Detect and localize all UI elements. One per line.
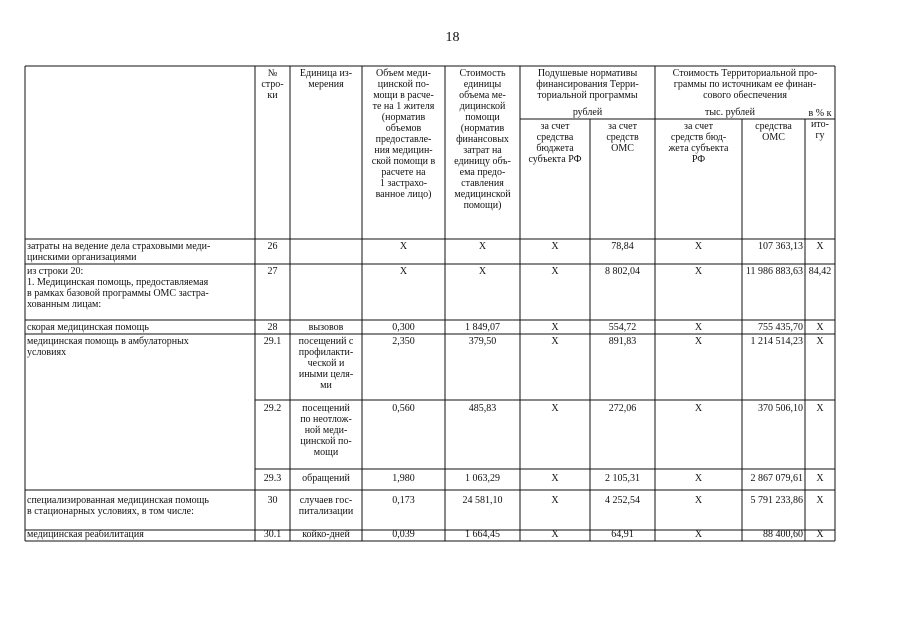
row-27-tp-budget: Х [694,266,703,277]
row-27-volume: Х [399,266,408,277]
row-29-1-pc-oms: 891,83 [608,336,637,347]
row-29-2-volume: 0,560 [392,403,415,414]
header-tp-oms: средства ОМС [755,121,792,143]
row-30-1-tp-percent: Х [816,530,824,540]
header-thousand-rubles: тыс. рублей [705,107,755,118]
row-30-1-pc-budget: Х [551,530,559,540]
row-29-3-volume: 1,980 [392,473,415,484]
row-28-volume: 0,300 [392,322,415,333]
row-30-1-number: 30.1 [263,530,282,540]
row-29-1-number: 29.1 [263,336,282,347]
row-29-1-tp-budget: Х [694,336,703,347]
row-26-tp-percent: Х [816,241,824,252]
row-30-unit: случаев гос- питализации [298,495,354,517]
header-tp-percent: в % к ито- гу [808,108,832,141]
row-27-pc-oms: 8 802,04 [605,266,640,277]
row-27-cost: Х [478,266,487,277]
row-26-tp-oms: 107 363,13 [758,241,803,252]
row-30-1-cost: 1 664,45 [465,530,500,540]
header-unit: Единица из- мерения [299,68,353,90]
row-27-name: из строки 20: 1. Медицинская помощь, предоставляемая в рамках базовой программы ОМС застра- хованным лицам: [27,266,209,310]
row-29-2-pc-budget: Х [551,403,559,414]
row-30-number: 30 [267,495,278,506]
row-28-unit: вызовов [308,322,344,333]
row-26-tp-budget: Х [694,241,703,252]
header-pc-budget: за счет средства бюджета субъекта РФ [528,121,582,165]
header-rubles: рублей [572,107,603,118]
row-30-pc-budget: Х [551,495,559,506]
row-30-1-name: медицинская реабилитация [27,530,144,540]
row-29-2-cost: 485,83 [468,403,497,414]
row-30-pc-oms: 4 252,54 [605,495,640,506]
row-29-2-tp-budget: Х [694,403,703,414]
row-29-3-tp-percent: Х [816,473,824,484]
row-27-number: 27 [267,266,278,277]
page-number: 18 [445,30,460,45]
row-29-1-volume: 2,350 [392,336,415,347]
header-tp-budget: за счет средств бюд- жета субъекта РФ [668,121,729,165]
row-29-1-tp-oms: 1 214 514,23 [750,336,803,347]
row-26-pc-oms: 78,84 [611,241,634,252]
row-30-1-unit: койко-дней [302,530,350,540]
row-28-tp-oms: 755 435,70 [758,322,803,333]
row-30-1-tp-oms: 88 400,60 [763,530,803,540]
row-30-volume: 0,173 [392,495,415,506]
row-26-volume: Х [399,241,408,252]
row-29-1-cost: 379,50 [468,336,497,347]
row-28-cost: 1 849,07 [465,322,500,333]
header-volume: Объем меди- цинской по- мощи в расче- те на 1 жителя (норматив объемов предоставле- ния медицин- ской помощи в расчете на 1 застрахо- ванное лицо) [371,68,436,200]
row-28-name: скорая медицинская помощь [27,322,149,333]
row-29-2-tp-oms: 370 506,10 [758,403,803,414]
row-29-3-unit: обращений [302,473,350,484]
row-29-2-number: 29.2 [263,403,282,414]
row-26-number: 26 [267,241,278,252]
row-28-tp-budget: Х [694,322,703,333]
row-26-cost: Х [478,241,487,252]
row-27-pc-budget: Х [551,266,559,277]
row-29-2-tp-percent: Х [816,403,824,414]
header-unit-cost: Стоимость единицы объема ме- дицинской помощи (норматив финансовых затрат на единицу объ- ема предо- ставления медицинской помощи) [454,68,511,211]
row-26-pc-budget: Х [551,241,559,252]
row-29-1-tp-percent: Х [816,336,824,347]
row-29-3-cost: 1 063,29 [465,473,500,484]
header-per-capita-norms: Подушевые нормативы финансирования Терри- ториальной программы [536,68,639,101]
row-29-name: медицинская помощь в амбулаторных условиях [27,336,189,358]
row-30-1-pc-oms: 64,91 [611,530,634,540]
row-28-number: 28 [267,322,278,333]
row-26-name: затраты на ведение дела страховыми меди- цинскими организациями [27,241,211,263]
row-29-2-unit: посещений по неотлож- ной меди- цинской по- мощи [300,403,352,458]
row-29-3-tp-oms: 2 867 079,61 [750,473,803,484]
header-pc-oms: за счет средств ОМС [606,121,639,154]
row-30-1-tp-budget: Х [694,530,703,540]
row-29-1-pc-budget: Х [551,336,559,347]
row-30-tp-percent: Х [816,495,824,506]
row-29-1-unit: посещений с профилакти- ческой и иными целя- ми [298,336,354,391]
row-29-3-number: 29.3 [263,473,282,484]
row-28-pc-oms: 554,72 [608,322,637,333]
row-30-cost: 24 581,10 [462,495,503,506]
row-27-tp-oms: 11 986 883,63 [745,266,803,277]
row-28-tp-percent: Х [816,322,824,333]
row-29-3-pc-oms: 2 105,31 [605,473,640,484]
row-29-3-pc-budget: Х [551,473,559,484]
row-30-1-volume: 0,039 [392,530,415,540]
row-27-tp-percent: 84,42 [808,266,832,277]
row-29-3-tp-budget: Х [694,473,703,484]
row-30-tp-budget: Х [694,495,703,506]
row-30-name: специализированная медицинская помощь в стационарных условиях, в том числе: [27,495,209,517]
row-28-pc-budget: Х [551,322,559,333]
row-29-2-pc-oms: 272,06 [608,403,637,414]
row-30-tp-oms: 5 791 233,86 [750,495,803,506]
header-row-number: № стро- ки [261,68,284,101]
header-program-cost: Стоимость Территориальной про- граммы по источникам ее финан- сового обеспечения [672,68,818,101]
